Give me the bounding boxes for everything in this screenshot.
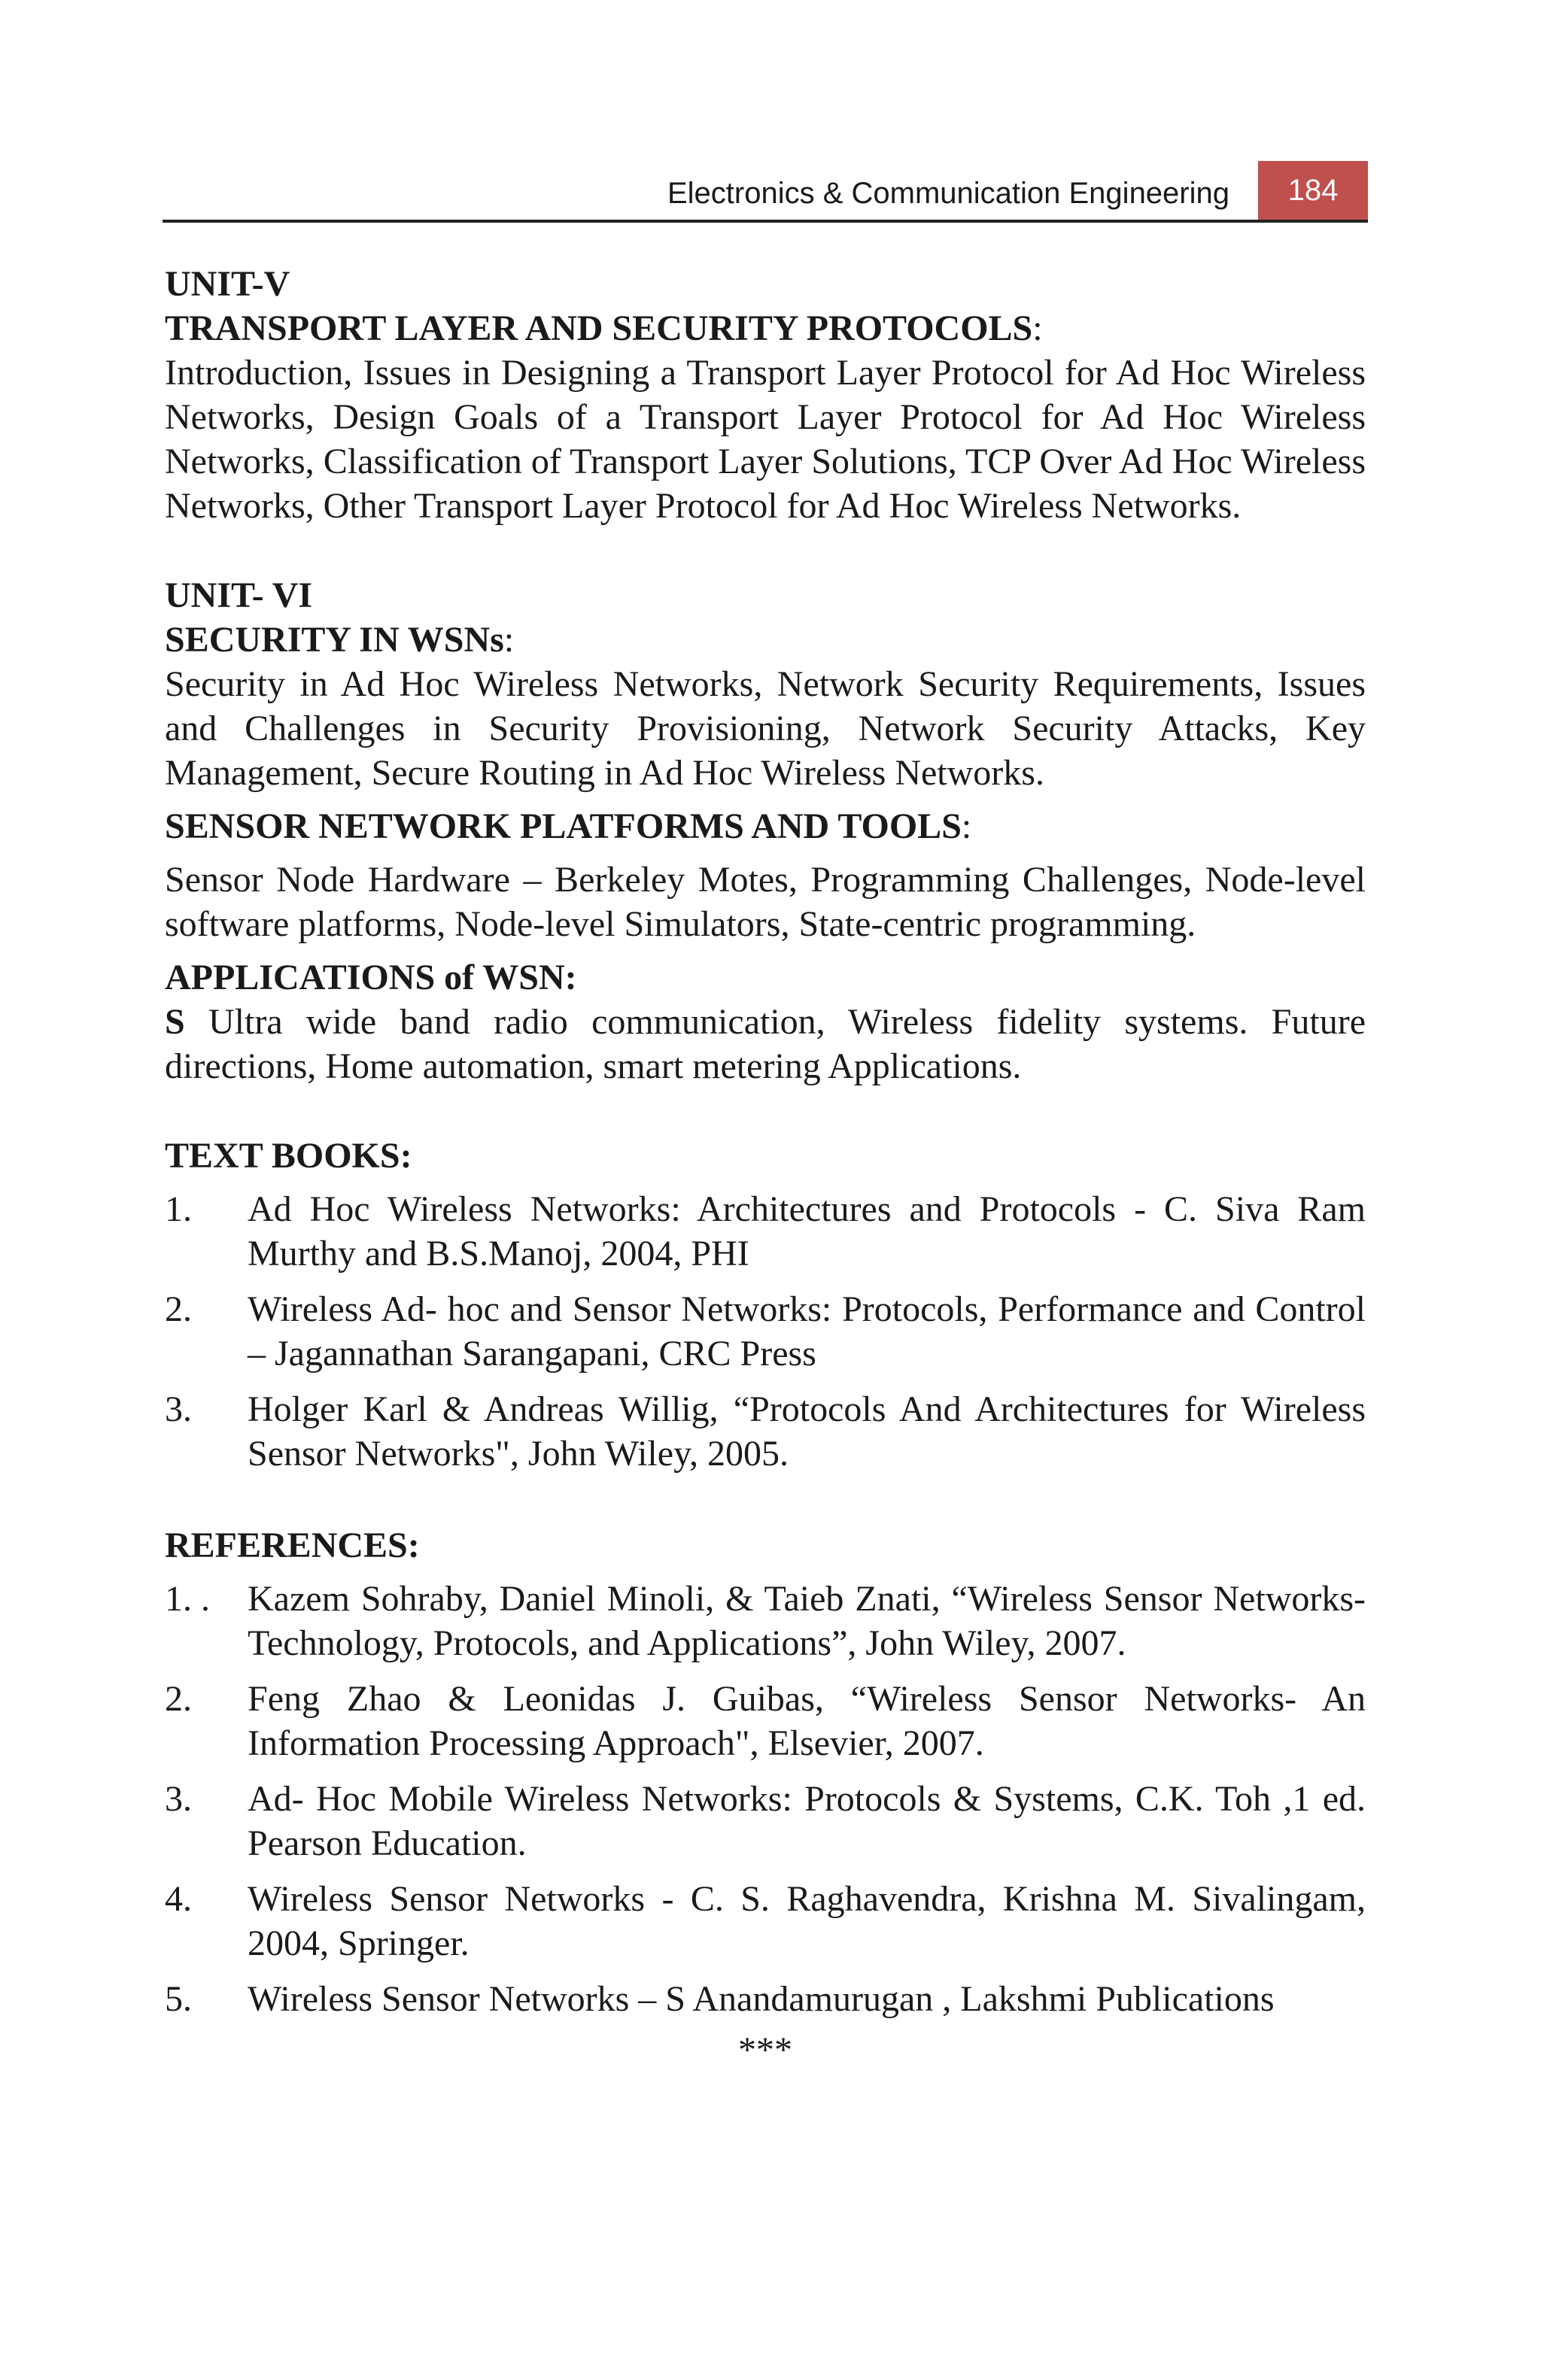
list-item-number: 1. .: [165, 1579, 210, 1619]
list-item-number: 1.: [165, 1189, 192, 1229]
security-text: Security in Ad Hoc Wireless Networks, Network Security Requirements, Issues and Challenges in Security Provisioning, Network Security Attacks, Key Management, Secure Routing in Ad Hoc Wireless Networks.: [165, 664, 1366, 793]
list-item-text: Ad- Hoc Mobile Wireless Networks: Protocols & Systems, C.K. Toh ,1 ed. Pearson Education.: [248, 1779, 1366, 1863]
applications-body: Ultra wide band radio communication, Wireless fidelity systems. Future directions, Home automation, smart metering Applications.: [165, 1002, 1366, 1086]
references-list: [165, 1577, 1366, 2021]
end-marker: ***: [738, 2030, 792, 2070]
list-item-number: 2.: [165, 1289, 192, 1329]
unit-5-heading-text: TRANSPORT LAYER AND SECURITY PROTOCOLS: [165, 308, 1033, 348]
platforms-heading-text: SENSOR NETWORK PLATFORMS AND TOOLS: [165, 806, 962, 846]
unit-5-title: UNIT-V: [165, 264, 290, 304]
list-item-text: Wireless Sensor Networks – S Anandamurugan , Lakshmi Publications: [248, 1979, 1275, 2019]
list-item: [165, 1187, 1366, 1276]
list-item-text: Wireless Sensor Networks - C. S. Raghavendra, Krishna M. Sivalingam, 2004, Springer.: [248, 1879, 1366, 1963]
unit-5-text: Introduction, Issues in Designing a Transport Layer Protocol for Ad Hoc Wireless Networks, Design Goals of a Transport Layer Protocol for Ad Hoc Wireless Networks, Classification of Transport Layer Solutions, TCP Over Ad Hoc Wireless Networks, Other Transport Layer Protocol for Ad Hoc Wireless Networks.: [165, 353, 1366, 526]
page-content: [165, 262, 1366, 2069]
list-item: [165, 1977, 1366, 2021]
security-heading: [165, 618, 1366, 662]
security-heading-colon: :: [503, 620, 515, 660]
header-title: Electronics & Communication Engineering: [667, 177, 1229, 210]
page-number-badge: 184: [1258, 161, 1368, 220]
list-item: [165, 1877, 1366, 1966]
list-item-text: Holger Karl & Andreas Willig, “Protocols And Architectures for Wireless Sensor Networks", John Wiley, 2005.: [248, 1389, 1366, 1474]
references-heading: REFERENCES:: [165, 1525, 420, 1565]
list-item-number: 2.: [165, 1679, 192, 1719]
list-item: [165, 1777, 1366, 1865]
platforms-heading: [165, 804, 1366, 848]
list-item: [165, 1387, 1366, 1476]
list-item-number: 5.: [165, 1979, 192, 2019]
list-item-text: Kazem Sohraby, Daniel Minoli, & Taieb Znati, “Wireless Sensor Networks- Technology, Protocols, and Applications”, John Wiley, 2007.: [248, 1579, 1366, 1663]
list-item: [165, 1677, 1366, 1765]
unit-6-title: UNIT- VI: [165, 575, 313, 615]
list-item: [165, 1287, 1366, 1376]
applications-text: [165, 1000, 1366, 1088]
text-books-list: [165, 1187, 1366, 1476]
page-header: [163, 161, 1368, 223]
platforms-heading-colon: :: [961, 806, 972, 846]
text-books-heading: TEXT BOOKS:: [165, 1136, 412, 1176]
unit-5-heading-colon: :: [1032, 308, 1043, 348]
list-item-text: Wireless Ad- hoc and Sensor Networks: Protocols, Performance and Control – Jagannathan Sarangapani, CRC Press: [248, 1289, 1366, 1374]
list-item-number: 4.: [165, 1879, 192, 1919]
list-item-text: Ad Hoc Wireless Networks: Architectures and Protocols - C. Siva Ram Murthy and B.S.Manoj, 2004, PHI: [248, 1189, 1366, 1273]
list-item-text: Feng Zhao & Leonidas J. Guibas, “Wireless Sensor Networks- An Information Processing Approach", Elsevier, 2007.: [248, 1679, 1366, 1763]
platforms-text: Sensor Node Hardware – Berkeley Motes, Programming Challenges, Node-level software platforms, Node-level Simulators, State-centric programming.: [165, 860, 1366, 944]
list-item-number: 3.: [165, 1389, 192, 1429]
list-item-number: 3.: [165, 1779, 192, 1819]
list-item: [165, 1577, 1366, 1665]
applications-heading: APPLICATIONS of WSN:: [165, 958, 577, 997]
unit-5-heading: [165, 306, 1366, 351]
security-heading-text: SECURITY IN WSNs: [165, 620, 504, 660]
applications-lead: S: [165, 1002, 185, 1042]
